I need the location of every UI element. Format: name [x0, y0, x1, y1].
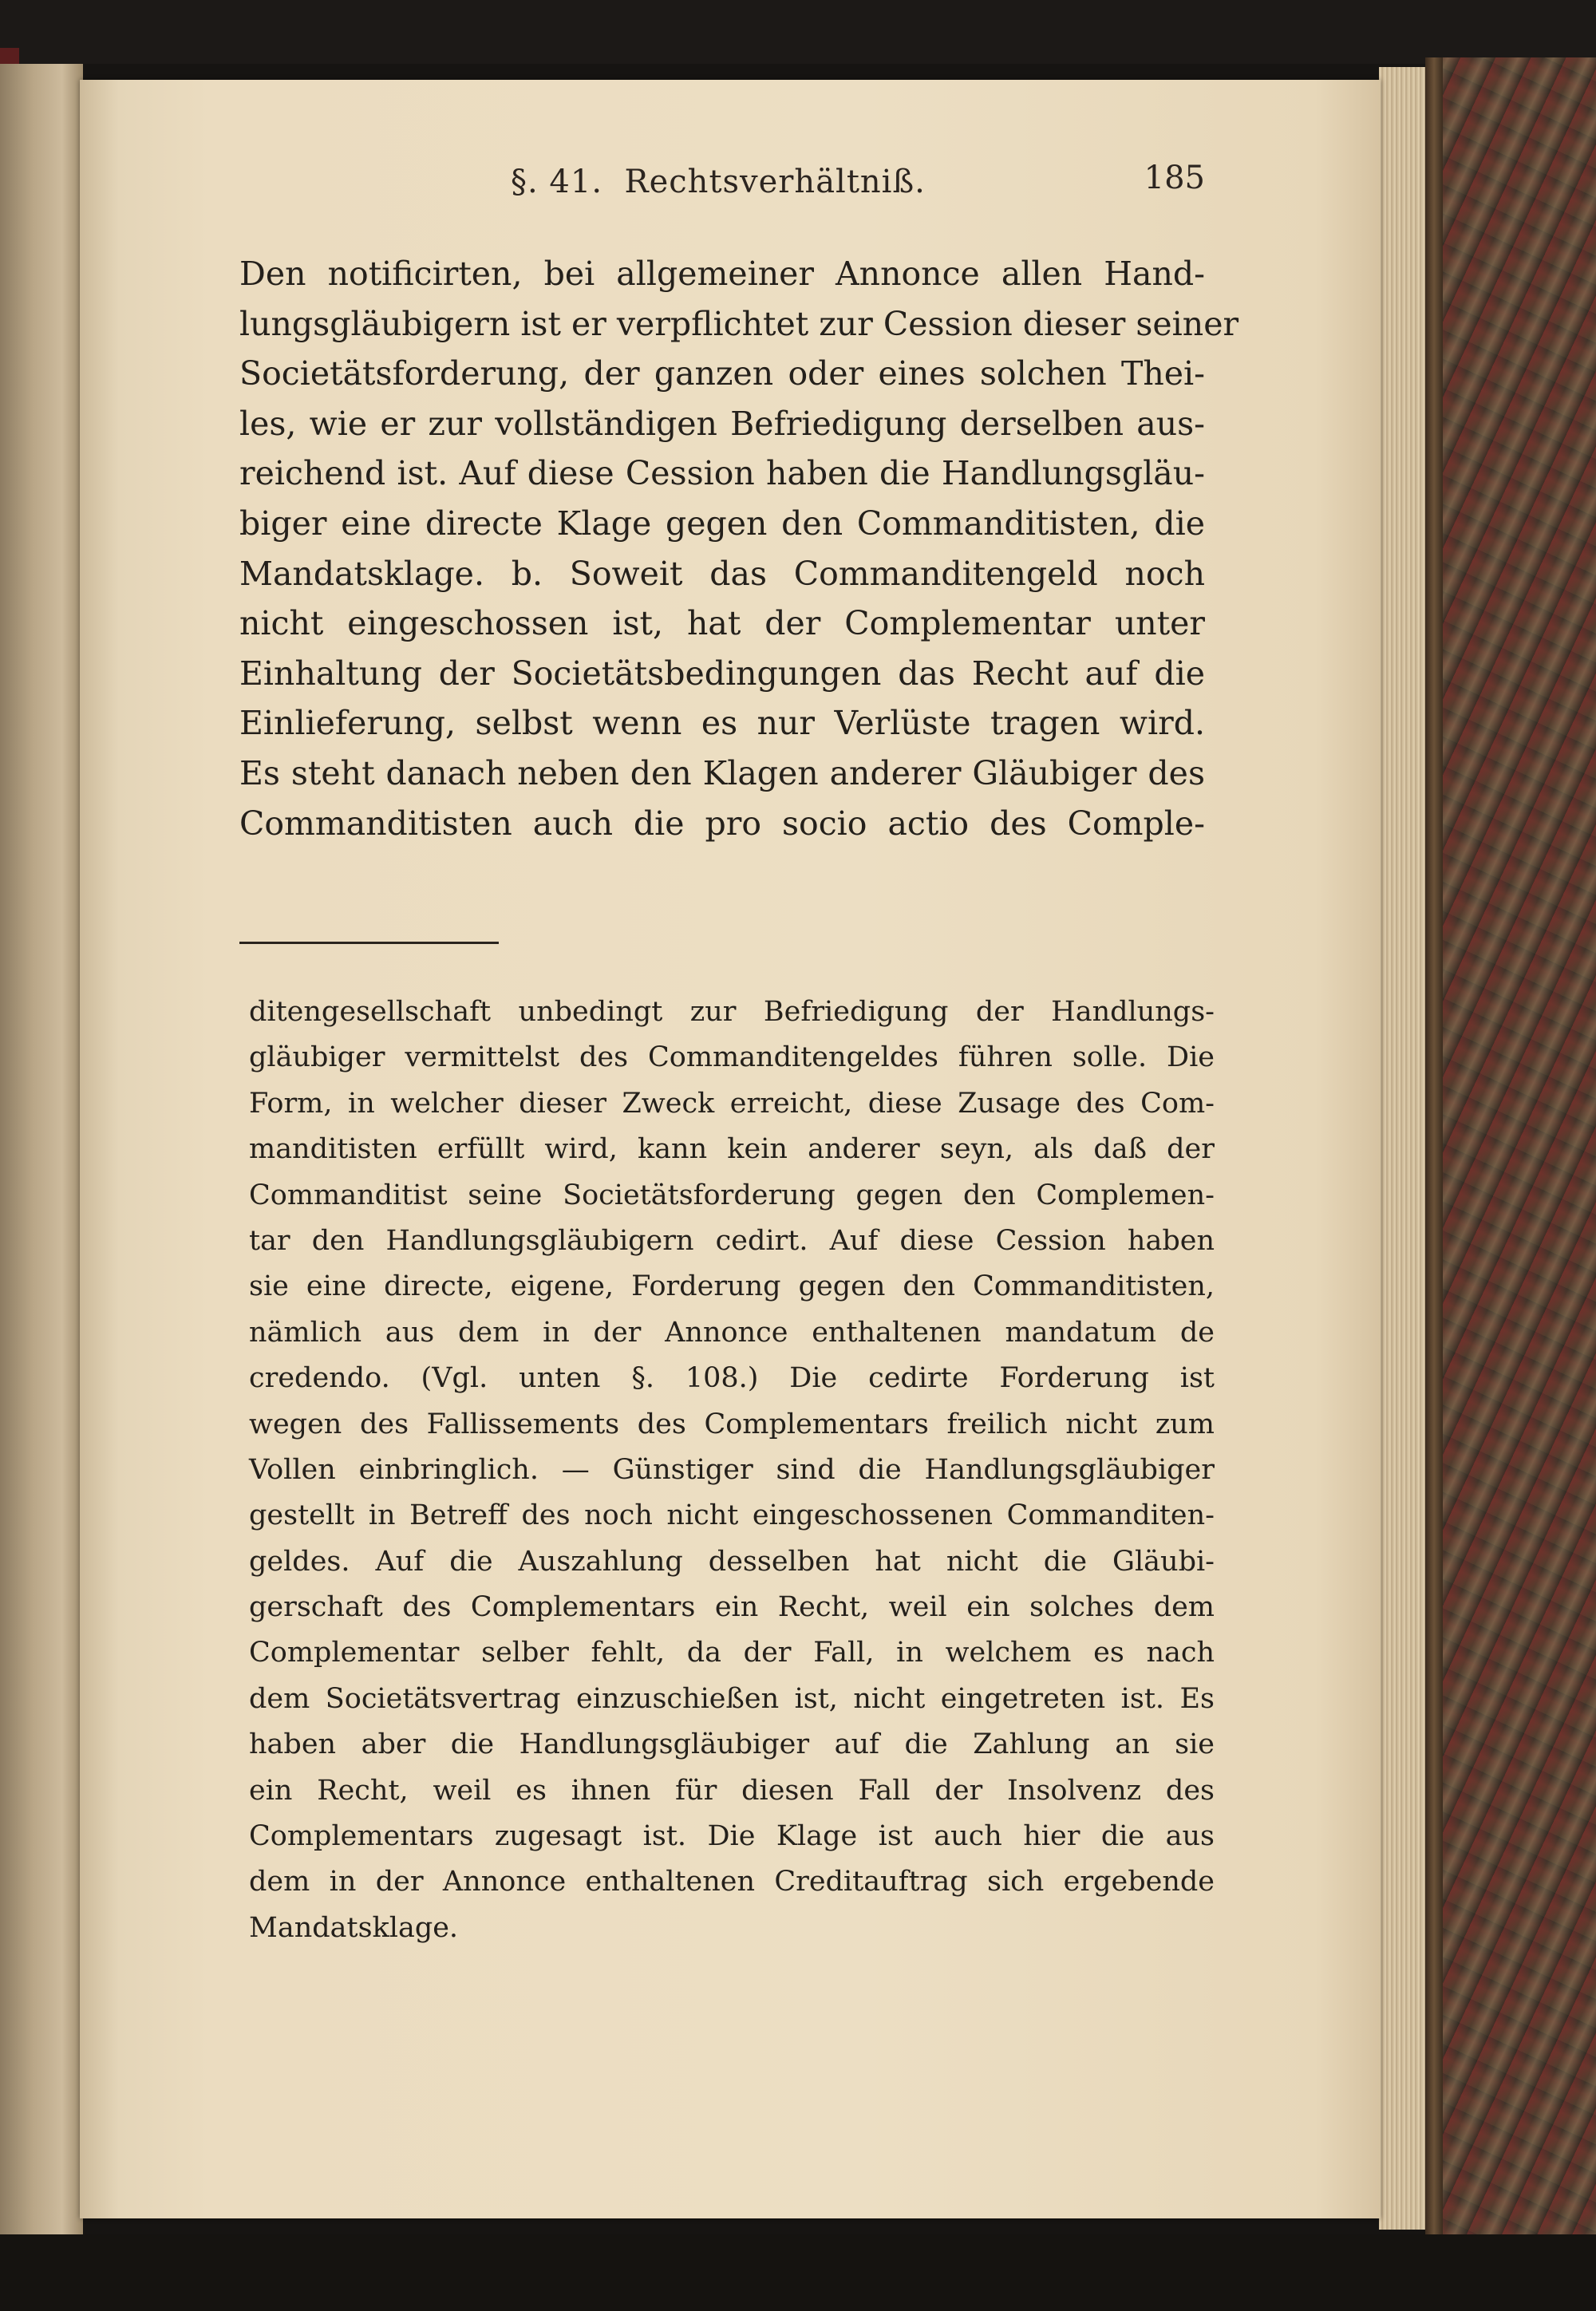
footnote-line: gerschaft des Complementars ein Recht, weil ein solches dem: [249, 1591, 1215, 1624]
text-line: nicht eingeschossen ist, hat der Complementar unter: [239, 604, 1205, 643]
text-line: Mandatsklage. b. Soweit das Commanditengeld noch: [239, 554, 1205, 593]
footnote-line: manditisten erfüllt wird, kann kein anderer seyn, als daß der: [249, 1133, 1215, 1166]
footnote-divider: [239, 942, 499, 944]
text-line: biger eine directe Klage gegen den Commanditisten, die: [239, 504, 1205, 543]
scan-background-top: [0, 0, 1596, 64]
footnote-line: ein Recht, weil es ihnen für diesen Fall der Insolvenz des: [249, 1774, 1215, 1807]
footnote-line: tar den Handlungsgläubigern cedirt. Auf diese Cession haben: [249, 1224, 1215, 1257]
section-number: §. 41.: [511, 164, 603, 200]
text-line: Den notificirten, bei allgemeiner Annonce allen Hand-: [239, 255, 1205, 293]
footnote-line: geldes. Auf die Auszahlung desselben hat nicht die Gläubi-: [249, 1545, 1215, 1578]
page-fore-edge: [1379, 67, 1427, 2230]
text-line: Societätsforderung, der ganzen oder eines solchen Thei-: [239, 354, 1205, 393]
footnote-line: wegen des Fallissements des Complementars freilich nicht zum: [249, 1408, 1215, 1440]
footnote-line: gläubiger vermittelst des Commanditengeldes führen solle. Die: [249, 1041, 1215, 1074]
page-header: [239, 156, 1205, 211]
text-line: les, wie er zur vollständigen Befriedigung derselben aus-: [239, 404, 1205, 443]
section-title: Rechtsverhältniß.: [624, 164, 926, 200]
footnote-line: dem in der Annonce enthaltenen Creditauftrag sich ergebende: [249, 1866, 1215, 1898]
footnote-line: nämlich aus dem in der Annonce enthaltenen mandatum de: [249, 1316, 1215, 1349]
footnote-line: gestellt in Betreff des noch nicht eingeschossenen Commanditen-: [249, 1499, 1215, 1532]
running-head: [511, 164, 926, 200]
footnote-line: haben aber die Handlungsgläubiger auf die Zahlung an sie: [249, 1728, 1215, 1761]
marbled-cover: [1425, 57, 1596, 2239]
text-line: Commanditisten auch die pro socio actio des Comple-: [239, 804, 1205, 843]
footnote-line: Commanditist seine Societätsforderung gegen den Complemen-: [249, 1179, 1215, 1211]
text-line: reichend ist. Auf diese Cession haben die Handlungsgläu-: [239, 454, 1205, 493]
scan-background-bottom: [0, 2234, 1596, 2311]
footnote: [249, 990, 1215, 1951]
footnote-line: dem Societätsvertrag einzuschießen ist, nicht eingetreten ist. Es: [249, 1682, 1215, 1715]
left-page-edge: [0, 64, 83, 2234]
footnote-line: sie eine directe, eigene, Forderung gegen den Commanditisten,: [249, 1270, 1215, 1303]
footnote-line: ditengesellschaft unbedingt zur Befriedigung der Handlungs-: [249, 996, 1215, 1028]
cover-board-edge: [1425, 57, 1443, 2239]
footnote-line: credendo. (Vgl. unten §. 108.) Die cedirte Forderung ist: [249, 1362, 1215, 1395]
footnote-line: Vollen einbringlich. — Günstiger sind die Handlungsgläubiger: [249, 1453, 1215, 1486]
body-text: [239, 249, 1239, 848]
footnote-line: Mandatsklage.: [249, 1911, 459, 1944]
text-line: Einhaltung der Societätsbedingungen das Recht auf die: [239, 654, 1205, 693]
text-line: Es steht danach neben den Klagen anderer Gläubiger des: [239, 753, 1205, 792]
footnote-line: Form, in welcher dieser Zweck erreicht, diese Zusage des Com-: [249, 1087, 1215, 1120]
page-number: 185: [1144, 160, 1205, 196]
footnote-line: Complementars zugesagt ist. Die Klage ist auch hier die aus: [249, 1820, 1215, 1853]
footnote-line: Complementar selber fehlt, da der Fall, in welchem es nach: [249, 1637, 1215, 1669]
text-line: lungsgläubigern ist er verpflichtet zur Cession dieser seiner: [239, 304, 1239, 343]
text-line: Einlieferung, selbst wenn es nur Verlüste tragen wird.: [239, 704, 1205, 743]
